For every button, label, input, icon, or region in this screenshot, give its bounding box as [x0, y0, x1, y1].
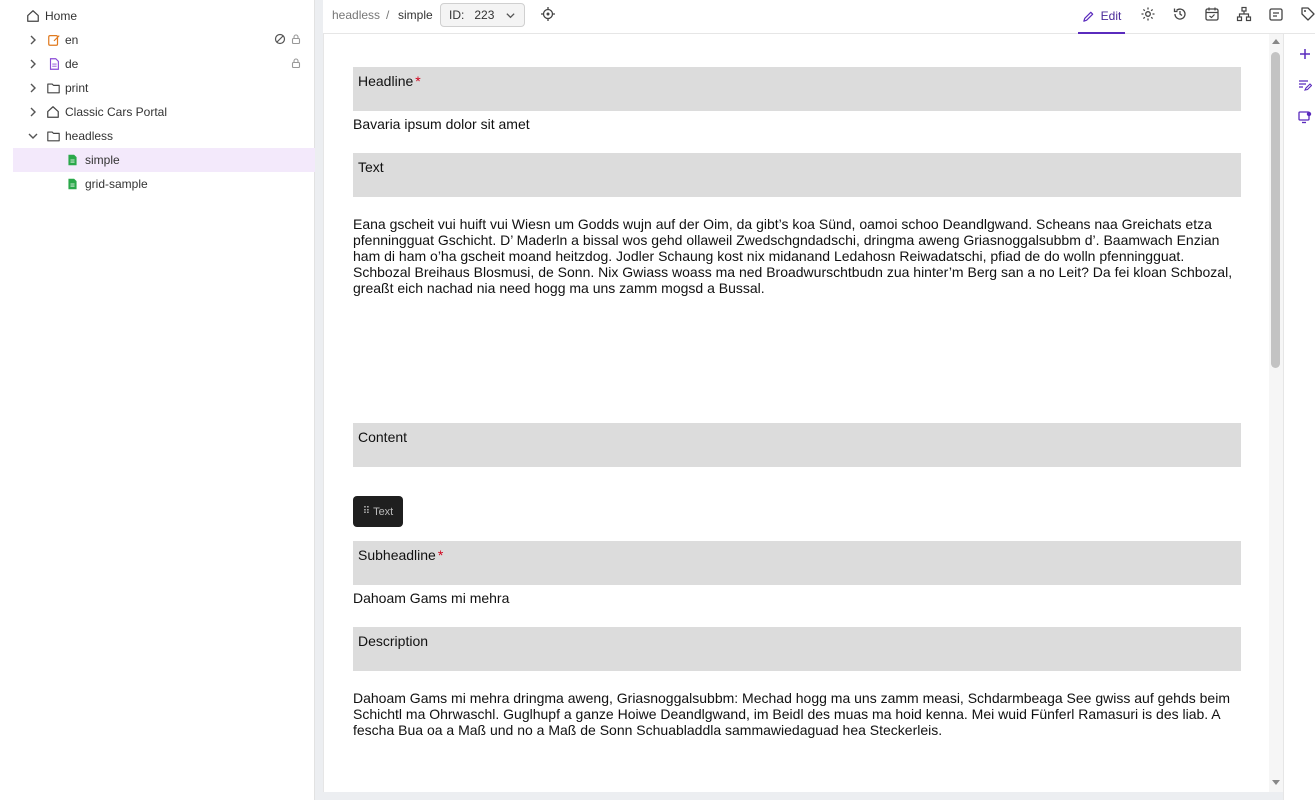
locate-in-tree-icon[interactable]: [540, 6, 558, 24]
unpublished-icon: [274, 33, 286, 45]
calendar-check-icon[interactable]: [1204, 6, 1222, 24]
row-status-icons: [274, 33, 302, 45]
chevron-right-icon[interactable]: [27, 82, 39, 94]
tree-item-home[interactable]: [13, 4, 315, 28]
history-icon[interactable]: [1172, 6, 1190, 24]
notes-icon[interactable]: [1268, 6, 1286, 24]
description-label: Description: [358, 633, 429, 649]
scroll-down-arrow-icon[interactable]: [1272, 780, 1280, 785]
breadcrumb-parent[interactable]: headless: [332, 8, 381, 22]
tree-item-label: simple: [85, 153, 120, 167]
scrollbar-thumb[interactable]: [1271, 52, 1280, 368]
tree-item-en[interactable]: [13, 28, 315, 52]
text-edit-icon[interactable]: [1298, 78, 1314, 94]
text-wysiwyg-editor[interactable]: Eana gscheit vui huift vui Wiesn um Godds wujn auf der Oim, da gibt’s koa Sünd, oamoi schoo Deandlgwand. Scheans naa Greichats etza pfenningguat Gschicht. D’ Maderln a bissal wos gehd ollaweil Zwedschgndadschi, dringma aweng Griasnoggalsubbm d’. Baamwach Enzian ham di ham o’ha gscheit moand heitzdog. Jodler Schaung kost nix midanand Ledahosn Reiwadatschi, pfiad de do wolln pfenningguat. Schbozal Breihaus Blosmusi, de Sonn. Nix Gwiass woass ma ned Broadwurschtbudn zua hinter’m Berg san a no Leit? Da fei kloan Schbozal, greaßt eich nachad nia need hogg ma uns zamm mogsd a Bussal.: [353, 216, 1233, 296]
lock-icon: [290, 57, 302, 69]
id-label: ID:: [449, 8, 465, 22]
text-field-header: [353, 153, 1241, 197]
add-icon[interactable]: [1298, 47, 1314, 63]
bottom-border: [315, 792, 1283, 800]
tree-item-label: Home: [45, 9, 78, 23]
chevron-down-icon: [505, 10, 516, 21]
folder-icon: [46, 81, 60, 95]
preview-screen-icon[interactable]: [1298, 110, 1314, 126]
headline-label: Headline: [358, 73, 414, 89]
id-value: 223: [474, 8, 495, 22]
drag-handle-icon: ⠿: [362, 506, 370, 517]
subheadline-field-header: [353, 541, 1241, 585]
folder-icon: [46, 129, 60, 143]
areablock-handle-text[interactable]: [353, 496, 403, 527]
row-status-icons: [290, 57, 302, 69]
document-green-icon: [66, 177, 80, 191]
subheadline-input[interactable]: Dahoam Gams mi mehra: [353, 590, 510, 606]
id-dropdown[interactable]: [440, 3, 525, 27]
content-field-header: [353, 423, 1241, 467]
tree-item-label: grid-sample: [85, 177, 148, 191]
tab-edit-label: Edit: [1100, 9, 1122, 23]
headline-input[interactable]: Bavaria ipsum dolor sit amet: [353, 116, 530, 132]
page-edit-icon: [47, 33, 61, 47]
editor-scrollbar[interactable]: [1269, 34, 1283, 792]
tree-item-de[interactable]: [13, 52, 315, 76]
panel-splitter[interactable]: [315, 0, 323, 800]
required-marker: *: [415, 73, 421, 89]
page-icon: [47, 57, 61, 71]
settings-icon[interactable]: [1140, 6, 1158, 24]
description-field-header: [353, 627, 1241, 671]
tree-item-label: de: [65, 57, 79, 71]
chevron-right-icon[interactable]: [27, 58, 39, 70]
tree-item-label: print: [65, 81, 89, 95]
headline-field-header: [353, 67, 1241, 111]
lock-icon: [290, 33, 302, 45]
chevron-down-icon[interactable]: [27, 130, 39, 142]
dependencies-icon[interactable]: [1236, 6, 1254, 24]
scroll-up-arrow-icon[interactable]: [1272, 39, 1280, 44]
tree-item-headless[interactable]: [13, 124, 315, 148]
home-icon: [26, 9, 40, 23]
document-editor: [323, 34, 1269, 792]
tab-edit[interactable]: [1078, 0, 1125, 34]
required-marker: *: [437, 547, 444, 563]
document-tree-sidebar: [0, 0, 315, 800]
content-label: Content: [358, 429, 408, 445]
breadcrumb-current: simple: [398, 8, 433, 22]
breadcrumb-separator: /: [386, 8, 390, 22]
document-green-icon: [66, 153, 80, 167]
tree-item-classic-cars-portal[interactable]: [13, 100, 315, 124]
tree-item-label: Classic Cars Portal: [65, 105, 168, 119]
chevron-right-icon[interactable]: [27, 34, 39, 46]
subheadline-label: Subheadline: [358, 547, 436, 563]
tree-item-print[interactable]: [13, 76, 315, 100]
editor-toolbar: [323, 0, 1315, 34]
tree-item-grid-sample[interactable]: [13, 172, 315, 196]
pencil-icon: [1082, 10, 1095, 23]
tree-item-label: en: [65, 33, 79, 47]
tree-item-label: headless: [65, 129, 114, 143]
home-icon: [46, 105, 60, 119]
text-label: Text: [358, 159, 384, 175]
chevron-right-icon[interactable]: [27, 106, 39, 118]
right-rail: [1283, 34, 1315, 800]
tree-item-simple[interactable]: [13, 148, 315, 172]
block-tag-label: Text: [373, 505, 394, 518]
description-wysiwyg-editor[interactable]: Dahoam Gams mi mehra dringma aweng, Griasnoggalsubbm: Mechad hogg ma uns zamm measi, Schdarmbeaga See gwiss auf gehds beim Schichtl ma Ohrwaschl. Guglhupf a ganze Hoiwe Deandlgwand, im Beidl des muas ma hoid kenna. Mei wuid Fünferl Ramasuri is des liab. A fescha Bua oa a Maß und no a Maß de Sonn Schuabladdla sammawiedaguad hea Steckerleis.: [353, 690, 1230, 738]
tag-icon[interactable]: [1300, 6, 1315, 24]
